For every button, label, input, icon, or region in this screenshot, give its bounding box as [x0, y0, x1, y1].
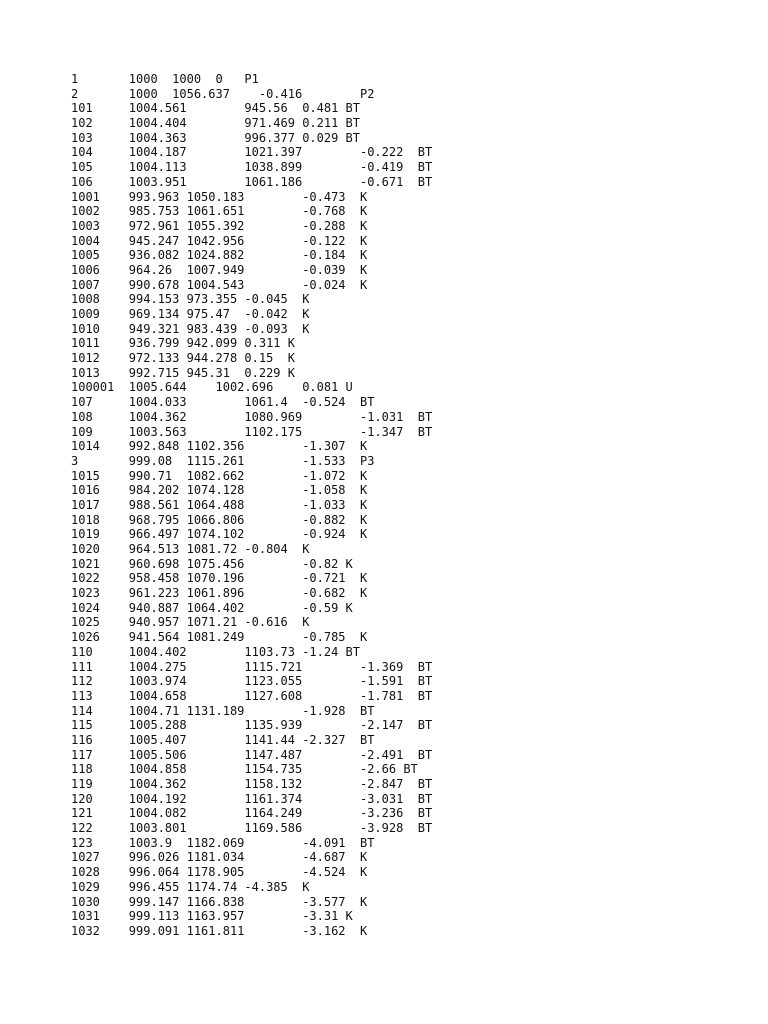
listing-line: 118 1004.858 1154.735 -2.66 BT	[71, 762, 418, 777]
listing-line: 1027 996.026 1181.034 -4.687 K	[71, 850, 368, 865]
listing-line: 107 1004.033 1061.4 -0.524 BT	[71, 395, 375, 410]
listing-line: 108 1004.362 1080.969 -1.031 BT	[71, 409, 433, 424]
listing-line: 1003 972.961 1055.392 -0.288 K	[71, 218, 368, 233]
listing-line: 122 1003.801 1169.586 -3.928 BT	[71, 821, 433, 836]
listing-line: 100001 1005.644 1002.696 0.081 U	[71, 380, 353, 395]
listing-line: 1006 964.26 1007.949 -0.039 K	[71, 262, 368, 277]
listing-line: 110 1004.402 1103.73 -1.24 BT	[71, 644, 360, 659]
listing-line: 1031 999.113 1163.957 -3.31 K	[71, 909, 353, 924]
listing-line: 1025 940.957 1071.21 -0.616 K	[71, 615, 310, 630]
listing-line: 1019 966.497 1074.102 -0.924 K	[71, 527, 368, 542]
listing-line: 1032 999.091 1161.811 -3.162 K	[71, 923, 368, 938]
listing-line: 106 1003.951 1061.186 -0.671 BT	[71, 174, 433, 189]
coordinate-listing	[71, 72, 432, 939]
listing-line: 1012 972.133 944.278 0.15 K	[71, 351, 295, 366]
listing-line: 1018 968.795 1066.806 -0.882 K	[71, 512, 368, 527]
listing-line: 1022 958.458 1070.196 -0.721 K	[71, 571, 368, 586]
listing-line: 1010 949.321 983.439 -0.093 K	[71, 321, 310, 336]
listing-line: 101 1004.561 945.56 0.481 BT	[71, 101, 360, 116]
listing-line: 1009 969.134 975.47 -0.042 K	[71, 307, 310, 321]
listing-line: 115 1005.288 1135.939 -2.147 BT	[71, 718, 433, 733]
listing-line: 1004 945.247 1042.956 -0.122 K	[71, 233, 368, 248]
listing-line: 1020 964.513 1081.72 -0.804 K	[71, 542, 310, 556]
listing-line: 3 999.08 1115.261 -1.533 P3	[71, 453, 375, 468]
listing-line: 1029 996.455 1174.74 -4.385 K	[71, 879, 310, 894]
listing-line: 113 1004.658 1127.608 -1.781 BT	[71, 688, 433, 703]
listing-line: 123 1003.9 1182.069 -4.091 BT	[71, 835, 375, 850]
listing-line: 102 1004.404 971.469 0.211 BT	[71, 116, 360, 131]
listing-line: 116 1005.407 1141.44 -2.327 BT	[71, 732, 375, 747]
listing-line: 1011 936.799 942.099 0.311 K	[71, 336, 295, 351]
listing-line: 1002 985.753 1061.651 -0.768 K	[71, 204, 368, 219]
listing-line: 109 1003.563 1102.175 -1.347 BT	[71, 424, 433, 439]
listing-line: 121 1004.082 1164.249 -3.236 BT	[71, 806, 433, 821]
listing-line: 1014 992.848 1102.356 -1.307 K	[71, 439, 368, 454]
listing-line: 117 1005.506 1147.487 -2.491 BT	[71, 747, 433, 762]
listing-line: 1001 993.963 1050.183 -0.473 K	[71, 189, 368, 204]
listing-line: 1008 994.153 973.355 -0.045 K	[71, 292, 310, 307]
listing-line: 1016 984.202 1074.128 -1.058 K	[71, 483, 368, 498]
listing-line: 1017 988.561 1064.488 -1.033 K	[71, 497, 368, 512]
listing-line: 111 1004.275 1115.721 -1.369 BT	[71, 659, 433, 674]
listing-line: 119 1004.362 1158.132 -2.847 BT	[71, 777, 433, 791]
listing-line: 1015 990.71 1082.662 -1.072 K	[71, 468, 368, 483]
listing-line: 105 1004.113 1038.899 -0.419 BT	[71, 160, 433, 175]
listing-line: 1021 960.698 1075.456 -0.82 K	[71, 556, 353, 571]
listing-line: 114 1004.71 1131.189 -1.928 BT	[71, 703, 375, 718]
listing-line: 1028 996.064 1178.905 -4.524 K	[71, 865, 368, 880]
listing-line: 104 1004.187 1021.397 -0.222 BT	[71, 145, 433, 160]
listing-line: 1 1000 1000 0 P1	[71, 72, 259, 86]
listing-line: 103 1004.363 996.377 0.029 BT	[71, 130, 360, 145]
listing-line: 1013 992.715 945.31 0.229 K	[71, 365, 295, 380]
listing-line: 1026 941.564 1081.249 -0.785 K	[71, 630, 368, 645]
listing-line: 112 1003.974 1123.055 -1.591 BT	[71, 674, 433, 689]
listing-line: 1024 940.887 1064.402 -0.59 K	[71, 600, 353, 615]
listing-line: 2 1000 1056.637 -0.416 P2	[71, 86, 375, 101]
listing-line: 1023 961.223 1061.896 -0.682 K	[71, 586, 368, 601]
listing-line: 120 1004.192 1161.374 -3.031 BT	[71, 791, 433, 806]
listing-line: 1007 990.678 1004.543 -0.024 K	[71, 277, 368, 292]
listing-line: 1030 999.147 1166.838 -3.577 K	[71, 894, 368, 909]
listing-line: 1005 936.082 1024.882 -0.184 K	[71, 248, 368, 263]
